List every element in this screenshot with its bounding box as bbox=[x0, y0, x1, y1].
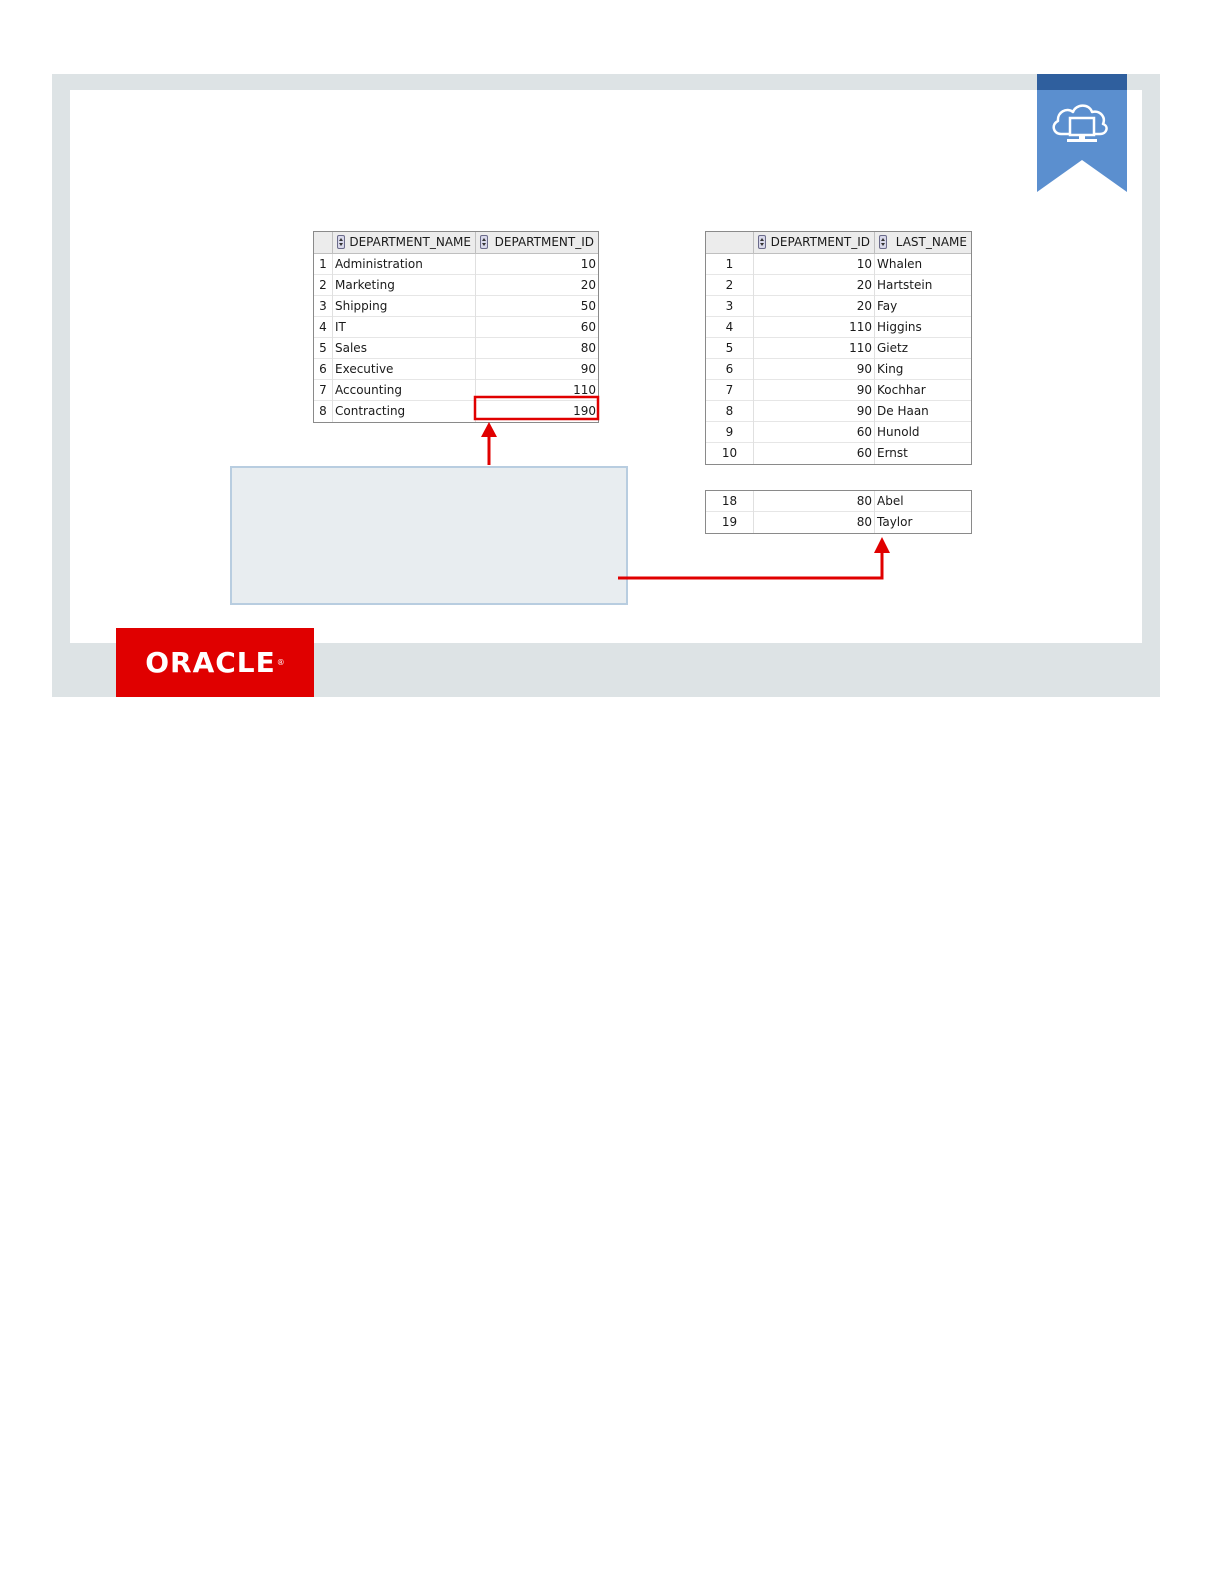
cell-department-id: 110 bbox=[754, 317, 875, 338]
column-header-department-id[interactable]: DEPARTMENT_ID bbox=[476, 232, 598, 253]
row-number: 2 bbox=[706, 275, 754, 296]
table-row[interactable] bbox=[314, 275, 598, 296]
table-row[interactable] bbox=[706, 443, 971, 464]
cell-last-name: Fay bbox=[877, 299, 898, 313]
cell-last-name: King bbox=[877, 362, 904, 376]
sort-icon[interactable] bbox=[758, 235, 766, 249]
table-row[interactable] bbox=[706, 317, 971, 338]
row-number: 3 bbox=[706, 296, 754, 317]
row-number: 6 bbox=[706, 359, 754, 380]
grid-header bbox=[706, 232, 971, 254]
cell-department-id: 10 bbox=[580, 257, 596, 271]
cell-last-name: De Haan bbox=[877, 404, 929, 418]
departments-grid bbox=[313, 231, 599, 423]
table-row[interactable] bbox=[314, 296, 598, 317]
table-row[interactable] bbox=[314, 401, 598, 422]
oracle-logo: ORACLE ® bbox=[116, 628, 314, 697]
row-number: 6 bbox=[314, 359, 333, 380]
row-number: 5 bbox=[706, 338, 754, 359]
cell-department-id: 20 bbox=[754, 296, 875, 317]
cell-department-id: 110 bbox=[754, 338, 875, 359]
column-header-department-id[interactable]: DEPARTMENT_ID bbox=[754, 232, 875, 253]
cell-last-name: Taylor bbox=[877, 515, 913, 529]
cell-last-name: Kochhar bbox=[877, 383, 926, 397]
cell-last-name: Hunold bbox=[877, 425, 920, 439]
column-header-department-name[interactable]: DEPARTMENT_NAME bbox=[333, 232, 476, 253]
table-row[interactable] bbox=[706, 422, 971, 443]
cell-last-name: Hartstein bbox=[877, 278, 933, 292]
cell-department-id: 90 bbox=[754, 401, 875, 422]
cell-department-id: 60 bbox=[580, 320, 596, 334]
sort-icon[interactable] bbox=[480, 235, 488, 249]
cell-department-id: 10 bbox=[754, 254, 875, 275]
cell-department-id: 90 bbox=[754, 380, 875, 401]
row-number-header bbox=[706, 232, 754, 253]
row-number: 3 bbox=[314, 296, 333, 317]
row-number: 4 bbox=[706, 317, 754, 338]
cell-last-name: Ernst bbox=[877, 446, 908, 460]
row-number: 7 bbox=[706, 380, 754, 401]
cell-department-id: 80 bbox=[754, 512, 875, 533]
row-number: 2 bbox=[314, 275, 333, 296]
row-number: 19 bbox=[706, 512, 754, 533]
ribbon-badge bbox=[1037, 74, 1127, 192]
sort-icon[interactable] bbox=[879, 235, 887, 249]
table-row[interactable] bbox=[706, 491, 971, 512]
cell-last-name: Higgins bbox=[877, 320, 922, 334]
sort-icon[interactable] bbox=[337, 235, 345, 249]
cell-department-name: Shipping bbox=[333, 296, 476, 317]
cell-last-name: Whalen bbox=[877, 257, 923, 271]
row-number: 4 bbox=[314, 317, 333, 338]
cell-department-name: Administration bbox=[333, 254, 476, 275]
table-row[interactable] bbox=[314, 254, 598, 275]
cell-department-name: Contracting bbox=[333, 401, 476, 422]
cell-department-name: Accounting bbox=[333, 380, 476, 401]
table-row[interactable] bbox=[314, 317, 598, 338]
cell-department-id: 80 bbox=[580, 341, 596, 355]
grid-body bbox=[706, 254, 971, 464]
row-number: 7 bbox=[314, 380, 333, 401]
table-row[interactable] bbox=[706, 380, 971, 401]
employees-grid bbox=[705, 231, 972, 465]
cell-department-id: 60 bbox=[754, 422, 875, 443]
table-row[interactable] bbox=[314, 380, 598, 401]
cell-department-name: IT bbox=[333, 317, 476, 338]
grid-body bbox=[706, 491, 971, 533]
cloud-computer-icon bbox=[1037, 74, 1127, 192]
table-row[interactable] bbox=[706, 254, 971, 275]
row-number: 8 bbox=[314, 401, 333, 422]
cell-department-id: 50 bbox=[580, 299, 596, 313]
row-number: 5 bbox=[314, 338, 333, 359]
employees-grid-tail bbox=[705, 490, 972, 534]
table-row[interactable] bbox=[706, 296, 971, 317]
grid-header bbox=[314, 232, 598, 254]
table-row[interactable] bbox=[706, 512, 971, 533]
row-number: 8 bbox=[706, 401, 754, 422]
cell-department-id: 190 bbox=[573, 404, 596, 418]
column-header-last-name[interactable]: LAST_NAME bbox=[875, 232, 971, 253]
cell-department-name: Sales bbox=[333, 338, 476, 359]
cell-department-id: 110 bbox=[573, 383, 596, 397]
cell-department-id: 20 bbox=[754, 275, 875, 296]
row-number: 9 bbox=[706, 422, 754, 443]
cell-last-name: Abel bbox=[877, 494, 904, 508]
table-row[interactable] bbox=[314, 359, 598, 380]
cell-department-id: 90 bbox=[754, 359, 875, 380]
table-row[interactable] bbox=[706, 359, 971, 380]
cell-department-id: 60 bbox=[754, 443, 875, 464]
grid-body bbox=[314, 254, 598, 422]
cell-department-id: 80 bbox=[754, 491, 875, 512]
table-row[interactable] bbox=[706, 338, 971, 359]
cell-department-name: Marketing bbox=[333, 275, 476, 296]
table-row[interactable] bbox=[314, 338, 598, 359]
callout-box bbox=[230, 466, 628, 605]
cell-department-name: Executive bbox=[333, 359, 476, 380]
row-number: 18 bbox=[706, 491, 754, 512]
table-row[interactable] bbox=[706, 275, 971, 296]
row-number: 1 bbox=[314, 254, 333, 275]
cell-department-id: 90 bbox=[580, 362, 596, 376]
row-number-header bbox=[314, 232, 333, 253]
cell-last-name: Gietz bbox=[877, 341, 909, 355]
table-row[interactable] bbox=[706, 401, 971, 422]
cell-department-id: 20 bbox=[580, 278, 596, 292]
row-number: 10 bbox=[706, 443, 754, 464]
row-number: 1 bbox=[706, 254, 754, 275]
